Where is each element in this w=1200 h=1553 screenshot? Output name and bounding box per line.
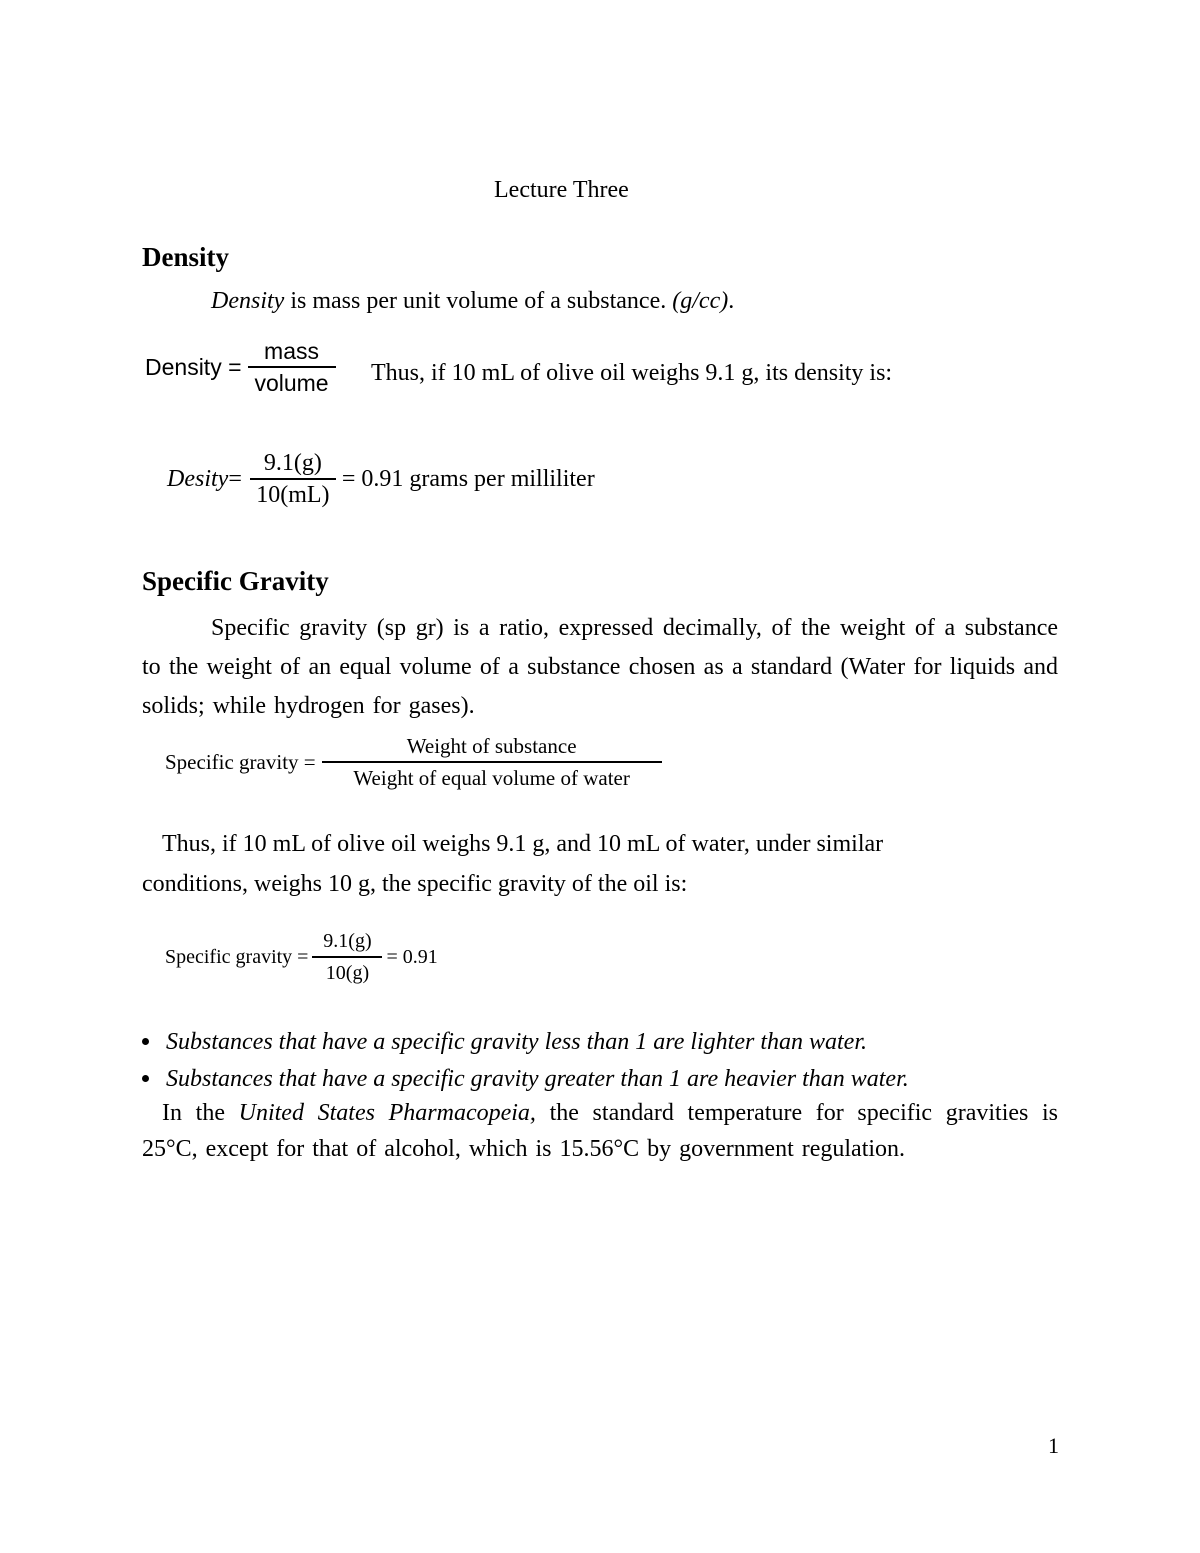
bullet-icon: [142, 1075, 149, 1082]
specific-gravity-formula: [165, 731, 662, 793]
sg-formula-numerator: Weight of substance: [322, 731, 662, 763]
sg-example-line-1: Thus, if 10 mL of olive oil weighs 9.1 g, and 10 mL of water, under similar: [162, 831, 884, 857]
density-term: Density: [211, 288, 285, 314]
sg-example-line-2: conditions, weighs 10 g, the specific gravity of the oil is:: [142, 871, 688, 897]
density-calc-lhs: Desity: [167, 466, 229, 492]
bullet-text: Substances that have a specific gravity less than 1 are lighter than water.: [166, 1029, 868, 1055]
sg-formula-denominator: Weight of equal volume of water: [353, 766, 630, 790]
usp-term: United States Pharmacopeia,: [238, 1100, 536, 1126]
specific-gravity-heading: Specific Gravity: [142, 566, 329, 596]
density-def-text: is mass per unit volume of a substance.: [284, 288, 673, 314]
sg-calc-numerator: 9.1(g): [312, 926, 382, 958]
sg-formula-lhs: Specific gravity =: [165, 749, 316, 774]
lecture-title: Lecture Three: [494, 177, 629, 203]
density-formula-numerator: mass: [248, 336, 336, 368]
sg-calc-lhs: Specific gravity =: [165, 945, 309, 968]
specific-gravity-calculation: [165, 926, 438, 988]
density-calculation: [167, 448, 595, 510]
sg-calc-result: = 0.91: [386, 945, 438, 968]
density-calc-denominator: 10(mL): [256, 482, 330, 508]
page-number: 1: [1048, 1433, 1059, 1458]
sg-calc-denominator: 10(g): [325, 962, 370, 984]
density-example: Thus, if 10 mL of olive oil weighs 9.1 g, its density is:: [371, 360, 893, 386]
bullet-text: Substances that have a specific gravity greater than 1 are heavier than water.: [166, 1066, 909, 1092]
density-heading: Density: [142, 242, 229, 272]
density-formula: [145, 336, 336, 398]
list-item: [142, 1065, 909, 1093]
density-def-end: .: [728, 288, 735, 314]
density-calc-eq: =: [228, 466, 242, 492]
list-item: [142, 1028, 867, 1056]
density-unit: (g/cc): [672, 288, 729, 314]
density-definition: [211, 287, 734, 315]
density-formula-denominator: volume: [254, 370, 329, 396]
usp-paragraph: [142, 1095, 1058, 1167]
specific-gravity-paragraph: Specific gravity (sp gr) is a ratio, expressed decimally, of the weight of a substance to the weight of an equal volume of a substance chosen as a standard (Water for liquids and solids; while hydrogen for gases).: [142, 615, 1058, 719]
usp-pre: In the: [162, 1100, 239, 1126]
density-calc-numerator: 9.1(g): [250, 448, 336, 480]
bullet-icon: [142, 1038, 149, 1045]
density-formula-lhs: Density =: [145, 354, 242, 380]
usp-post: the standard temperature for specific gravities is 25°C, except for that of alcohol, which is 15.56°C by government regulation.: [142, 1100, 1059, 1162]
density-calc-result: = 0.91 grams per milliliter: [341, 466, 595, 492]
